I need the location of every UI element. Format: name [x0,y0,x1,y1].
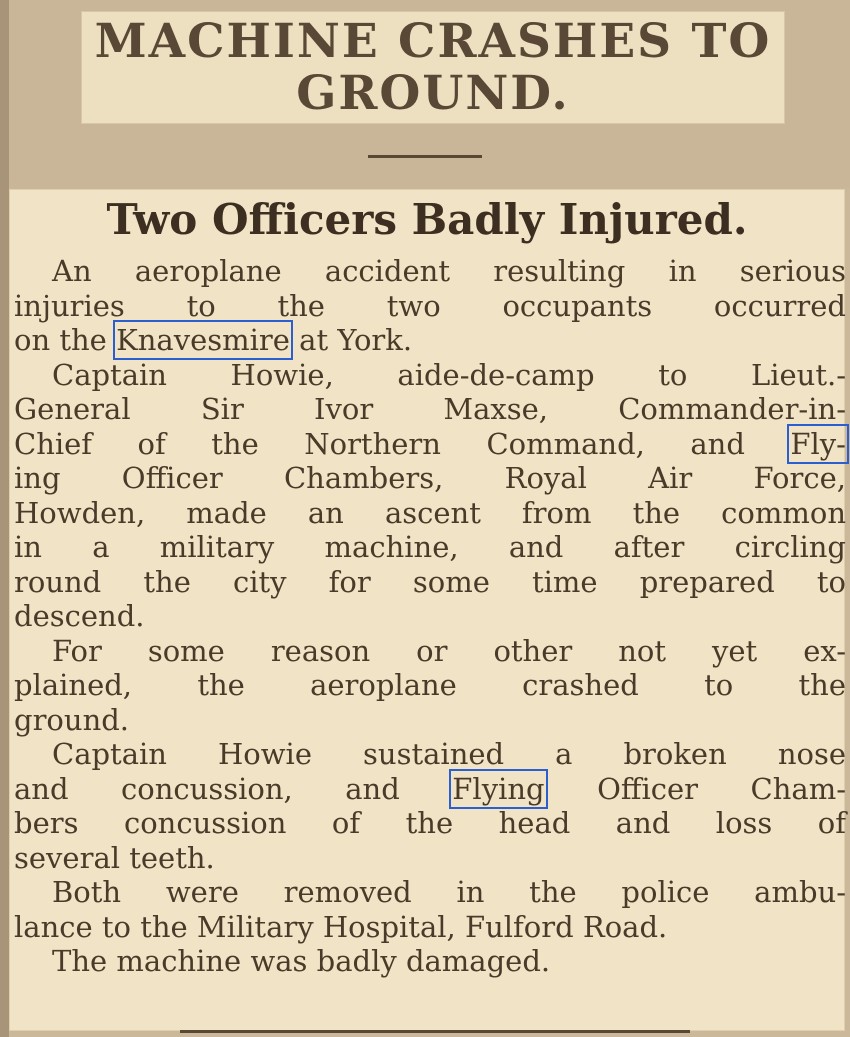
paragraph-2 [14,358,846,634]
text-line: lance to the Military Hospital, Fulford Road. [14,909,668,944]
text-fragment: at York. [289,323,413,357]
paragraph-3 [14,634,846,738]
text-line: round the city for some time prepared to [14,564,846,599]
highlight-flying: Flying [452,771,545,806]
text-line [14,427,846,462]
text-line: An aeroplane accident resulting in serious [52,254,846,288]
text-line: plained, the aeroplane crashed to the [14,668,846,702]
text-line: For some reason or other not yet ex- [52,633,846,668]
text-line: Captain Howie, aide-de-camp to Lieut.- [52,357,846,392]
text-line: General Sir Ivor Maxse, Commander-in- [14,392,846,426]
text-fragment: Chief of the Northern Command, and [14,426,791,461]
text-line: Howden, made an ascent from the common [14,495,846,530]
text-line: ground. [14,702,130,737]
paragraph-6 [14,944,846,979]
text-line: descend. [14,599,145,633]
headline-divider [368,155,482,158]
text-line: Captain Howie sustained a broken nose [52,737,846,771]
paragraph-5 [14,875,846,944]
text-line: ing Officer Chambers, Royal Air Force, [14,461,846,495]
article-body [14,254,846,979]
highlight-fly: Fly- [790,426,846,461]
text-line: Both were removed in the police ambu- [52,875,846,909]
bottom-divider [180,1030,690,1033]
text-line: several teeth. [14,840,215,875]
text-line: bers concussion of the head and loss of [14,806,846,840]
headline-line-2: GROUND. [296,66,570,121]
paragraph-4 [14,737,846,875]
text-line: injuries to the two occupants occurred [14,288,846,323]
headline [82,12,784,120]
text-fragment: on the [14,323,117,357]
text-fragment: Officer Cham- [544,771,846,806]
article-column [10,190,844,1030]
text-line [14,323,846,358]
text-line: The machine was badly damaged. [52,944,551,978]
paragraph-1 [14,254,846,358]
page-edge [0,0,9,1037]
text-fragment: and concussion, and [14,771,453,806]
headline-box [82,12,784,123]
text-line: in a military machine, and after circling [14,530,846,564]
headline-line-1: MACHINE CRASHES TO [94,14,772,69]
highlight-knavesmire: Knavesmire [116,323,290,357]
text-line [14,772,846,807]
subheadline: Two Officers Badly Injured. [106,195,748,244]
